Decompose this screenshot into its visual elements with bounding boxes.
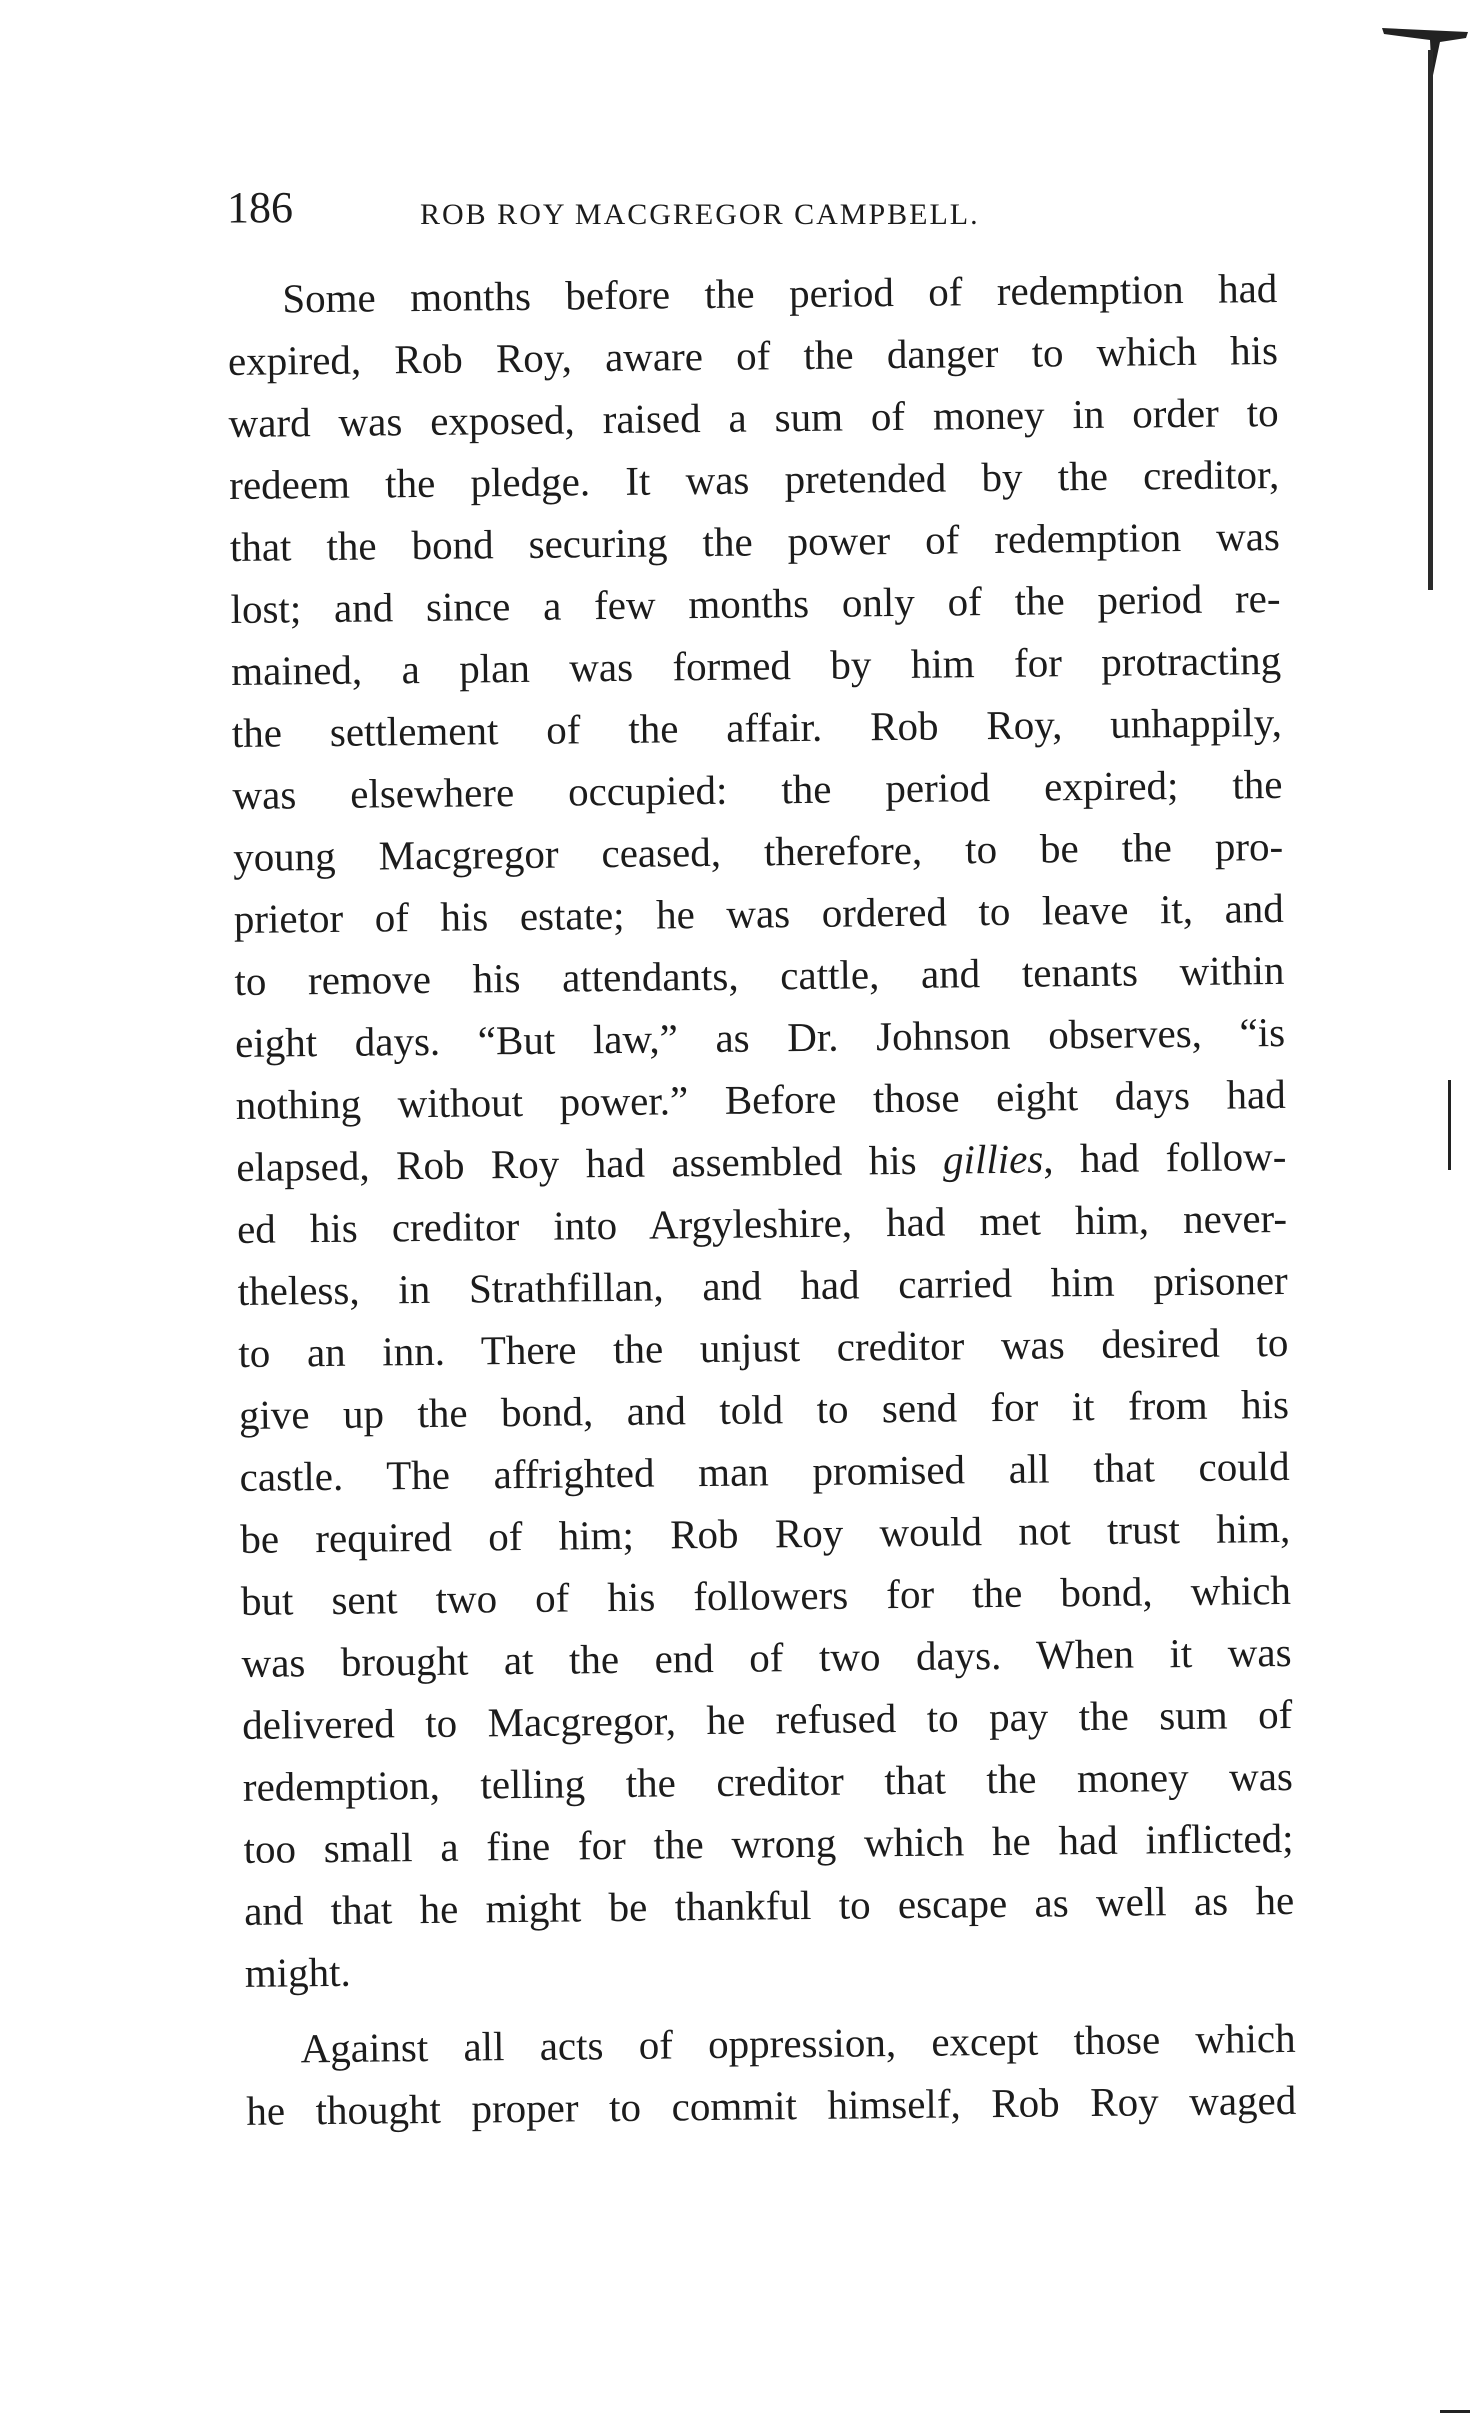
paragraph-2 — [245, 2007, 1296, 2142]
text-line: and that he might be thankful to escape as well as he — [243, 1876, 1295, 1934]
text-line: prietor of his estate; he was ordered to leave it, and — [233, 884, 1285, 942]
text-line: nothing without power.” Before those eight days had — [235, 1070, 1286, 1128]
text-line: delivered to Macgregor, he refused to pay the sum of — [242, 1690, 1293, 1748]
text-line: eight days. “But law,” as Dr. Johnson observes, “is — [234, 1008, 1286, 1066]
text-line: might. — [244, 1948, 352, 1996]
text-line: Some months before the period of redemption had — [282, 265, 1278, 322]
text-line: give up the bond, and told to send for it from his — [238, 1380, 1290, 1438]
text-line: too small a fine for the wrong which he had inflicted; — [243, 1814, 1294, 1872]
text-line: castle. The affrighted man promised all that could — [239, 1442, 1290, 1500]
text-line: he thought proper to commit himself, Rob Roy waged — [246, 2076, 1297, 2134]
text-line: was brought at the end of two days. When it was — [241, 1628, 1292, 1686]
text-line: expired, Rob Roy, aware of the danger to which his — [227, 327, 1279, 384]
text-line: redemption, telling the creditor that the money was — [242, 1752, 1294, 1810]
running-title: ROB ROY MACGREGOR CAMPBELL. — [420, 198, 980, 231]
text-line: to remove his attendants, cattle, and tenants within — [234, 946, 1285, 1004]
text-line: was elsewhere occupied: the period expired; the — [232, 760, 1283, 818]
text-line: be required of him; Rob Roy would not trust him, — [240, 1504, 1291, 1562]
text-line: young Macgregor ceased, therefore, to be the pro- — [232, 822, 1284, 880]
text-line: the settlement of the affair. Rob Roy, unhappily, — [231, 698, 1283, 756]
text-line: that the bond securing the power of redemption was — [229, 512, 1281, 570]
text-line: mained, a plan was formed by him for protracting — [230, 636, 1282, 694]
page-number: 186 — [227, 183, 293, 232]
text-segment: , had follow- — [1043, 1132, 1287, 1182]
text-line: lost; and since a few months only of the period re- — [230, 574, 1281, 632]
margin-mark-bottom — [1440, 2410, 1470, 2413]
text-line: ward was exposed, raised a sum of money in order to — [228, 388, 1279, 446]
text-line: theless, in Strathfillan, and had carried him prisoner — [237, 1256, 1288, 1314]
text-line: Against all acts of oppression, except those which — [300, 2014, 1296, 2072]
body-text — [227, 257, 1297, 2156]
text-line: to an inn. There the unjust creditor was desired to — [238, 1318, 1289, 1376]
text-line: ed his creditor into Argyleshire, had met him, never- — [236, 1194, 1288, 1252]
text-segment: elapsed, Rob Roy had assembled his — [236, 1136, 944, 1190]
text-line-with-italic — [236, 1125, 1287, 1198]
italic-word-gillies: gillies — [942, 1135, 1044, 1183]
binding-mark-top-right — [1380, 20, 1470, 620]
text-line: but sent two of his followers for the bond, which — [240, 1566, 1292, 1624]
paragraph-1 — [227, 257, 1295, 2004]
margin-mark — [1448, 1080, 1451, 1170]
text-line: redeem the pledge. It was pretended by the creditor, — [229, 450, 1280, 508]
